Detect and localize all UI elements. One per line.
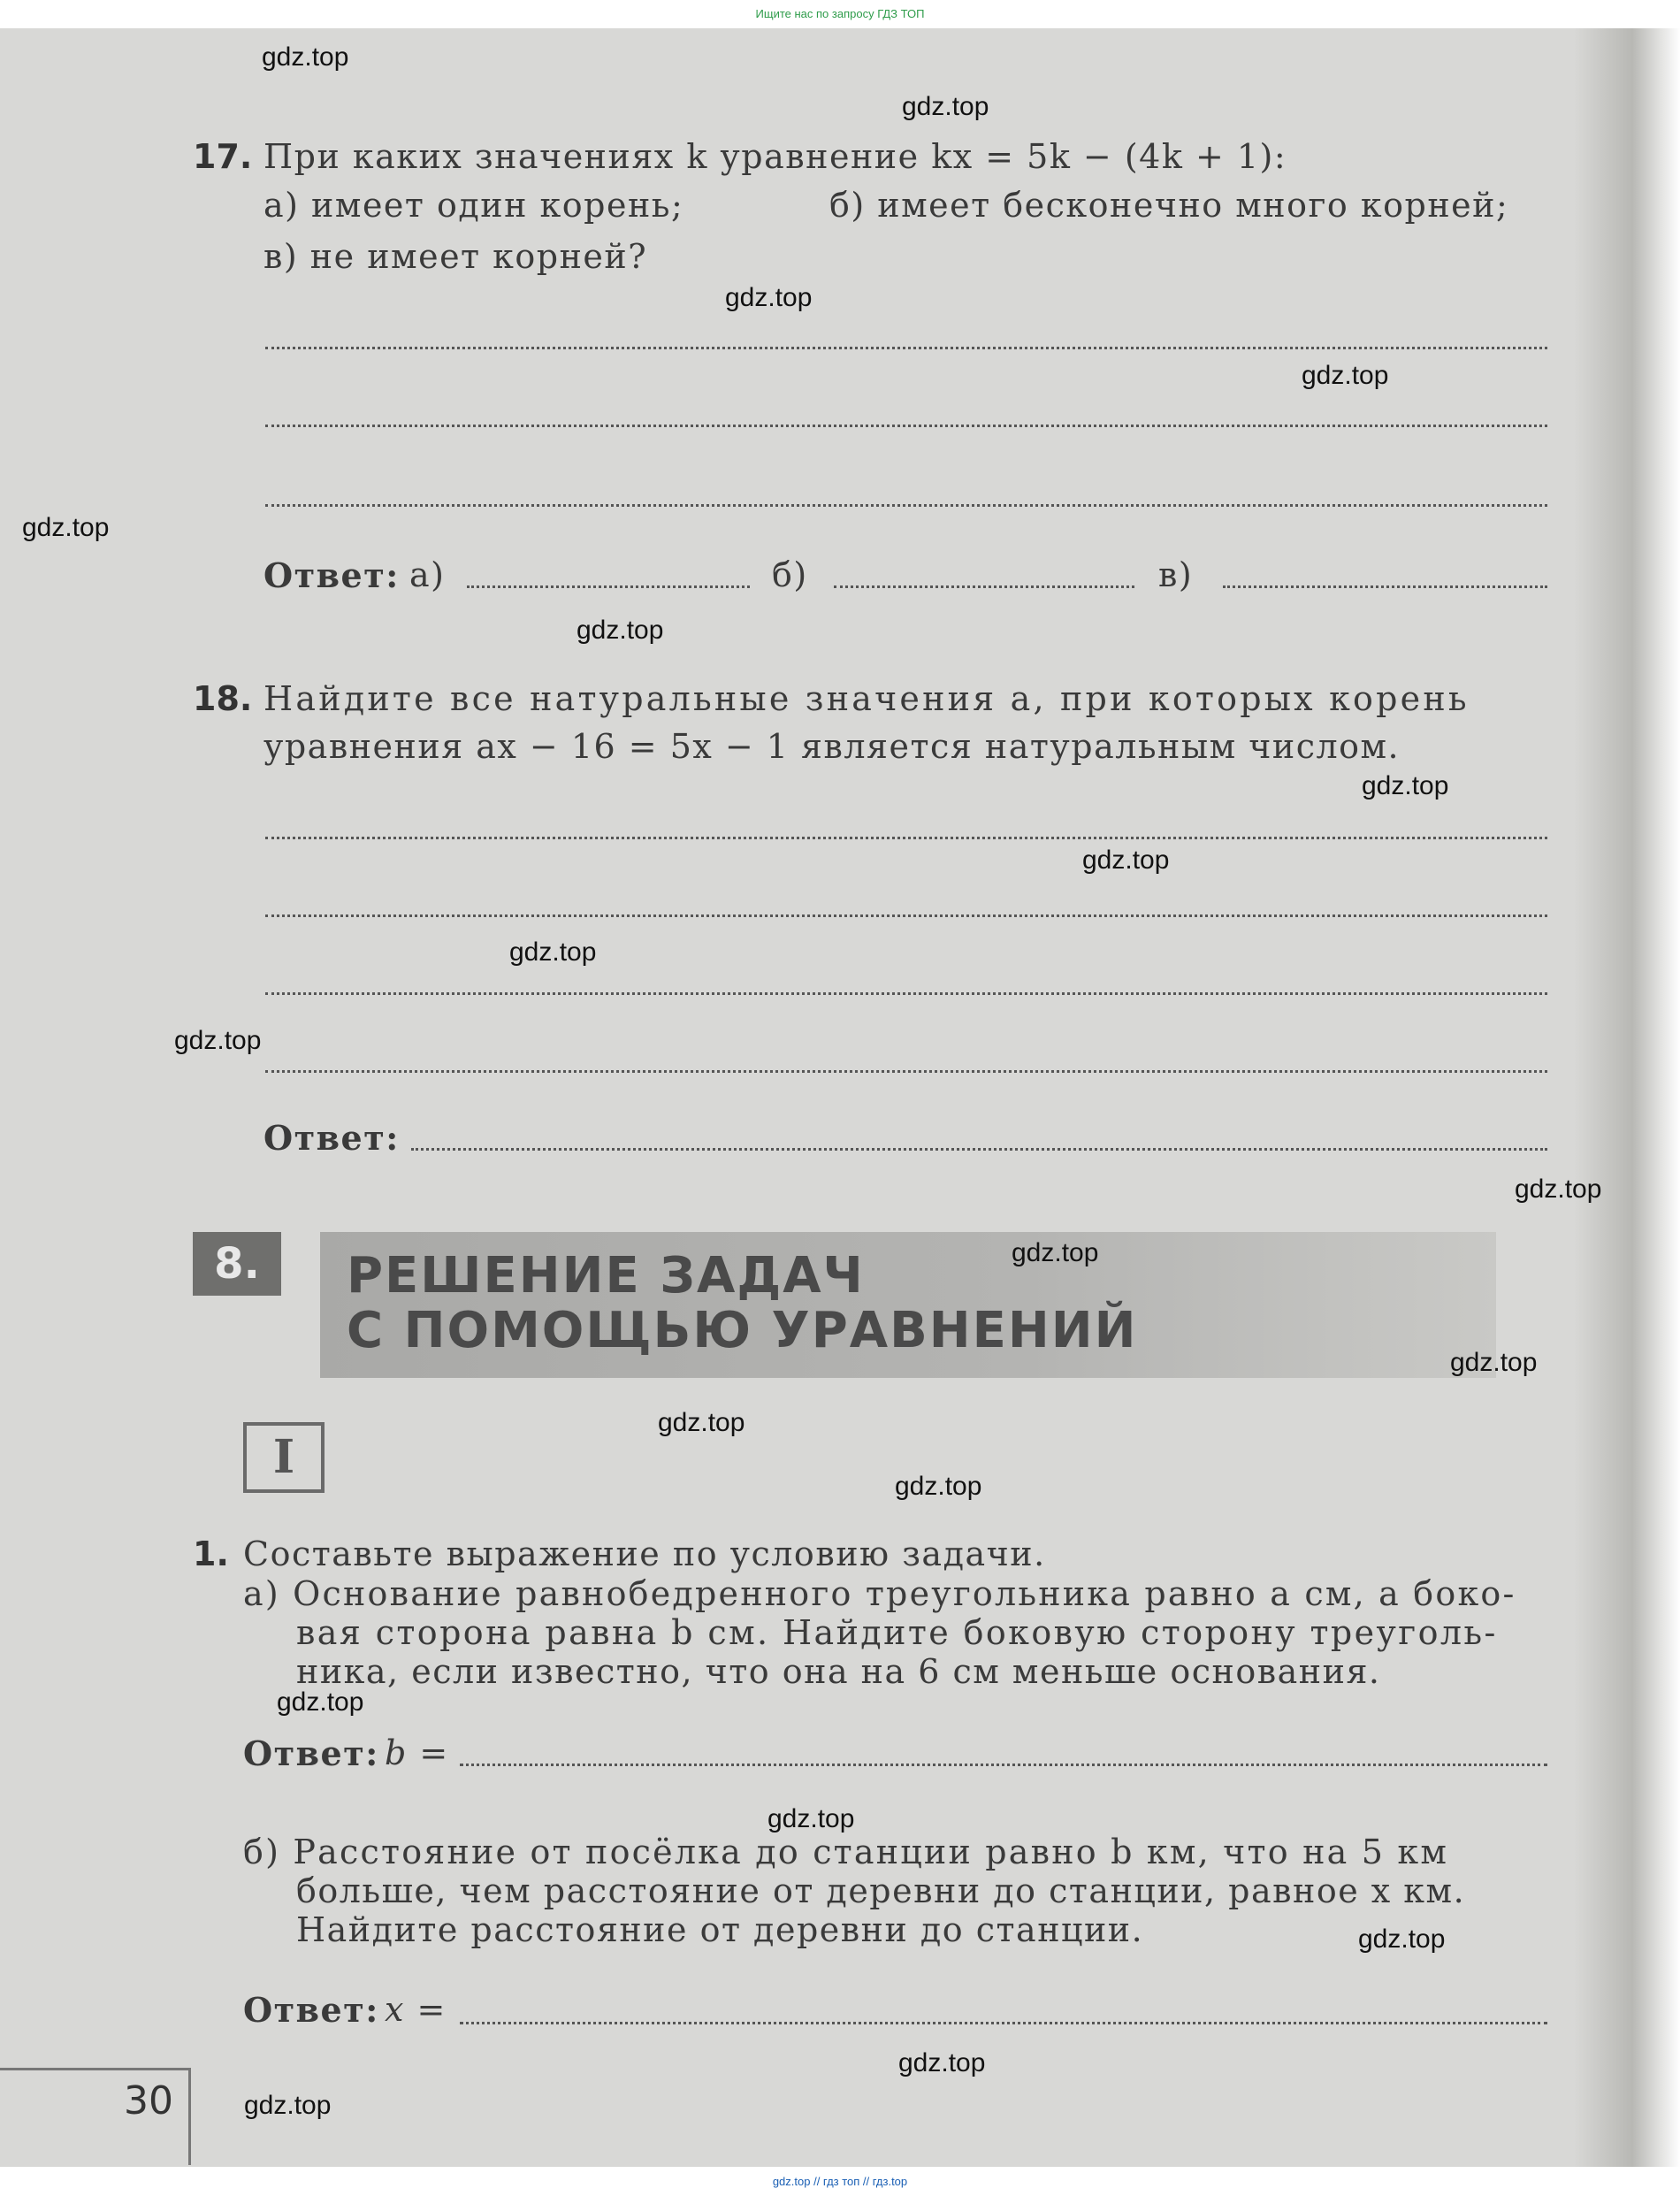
task-17-answer-b-label: б): [772, 555, 808, 594]
top-banner: [0, 0, 1680, 28]
task-17-option-b: б) имеет бесконечно много корней;: [829, 186, 1509, 225]
task-18-answer-field[interactable]: [411, 1148, 1547, 1151]
watermark: gdz.top: [1012, 1238, 1099, 1267]
page-number-rule: [0, 2068, 190, 2070]
task-1b-line-3: Найдите расстояние от деревни до станции.: [296, 1910, 1144, 1949]
task-1a-line-3: ника, если известно, что она на 6 см меньше основания.: [296, 1652, 1381, 1691]
watermark: gdz.top: [1358, 1924, 1446, 1954]
task-18-line-1: Найдите все натуральные значения a, при которых корень: [263, 679, 1470, 718]
task-1-intro: Составьте выражение по условию задачи.: [243, 1534, 1046, 1573]
page-number: 30: [124, 2078, 173, 2123]
watermark: gdz.top: [902, 92, 989, 121]
watermark: gdz.top: [577, 616, 664, 645]
task-18-number: 18.: [193, 679, 253, 718]
bottom-banner: [0, 2167, 1680, 2196]
difficulty-level-badge: I: [243, 1422, 325, 1493]
watermark: gdz.top: [725, 283, 813, 312]
answer-line[interactable]: [265, 504, 1547, 507]
watermark: gdz.top: [1362, 771, 1449, 800]
page-spine-shadow: [1574, 28, 1680, 2167]
task-1a-line-1: а) Основание равнобедренного треугольника равно a см, а боко-: [243, 1574, 1516, 1613]
task-17-number: 17.: [193, 137, 253, 176]
watermark: gdz.top: [22, 513, 110, 542]
watermark: gdz.top: [174, 1026, 262, 1055]
section-title-line-1: РЕШЕНИЕ ЗАДАЧ: [347, 1247, 865, 1305]
watermark: gdz.top: [262, 42, 349, 72]
answer-line[interactable]: [265, 992, 1547, 995]
task-17-option-c: в) не имеет корней?: [263, 237, 648, 276]
task-1b-line-2: больше, чем расстояние от деревни до станции, равное x км.: [296, 1871, 1466, 1910]
answer-line[interactable]: [265, 347, 1547, 349]
answer-c-field[interactable]: [1223, 585, 1547, 588]
watermark: gdz.top: [898, 2048, 986, 2077]
task-17-answer-label: Ответ:: [263, 555, 400, 595]
watermark: gdz.top: [1450, 1348, 1538, 1377]
answer-b-field[interactable]: [834, 585, 1134, 588]
task-1a-answer-field[interactable]: [460, 1764, 1547, 1766]
bottom-banner-text: gdz.top // гдз топ // гдз.top: [772, 2175, 908, 2188]
watermark: gdz.top: [277, 1687, 364, 1717]
task-17-option-a: а) имеет один корень;: [263, 186, 684, 225]
task-1a-line-2: вая сторона равна b см. Найдите боковую сторону треуголь-: [296, 1613, 1498, 1652]
answer-line[interactable]: [265, 1070, 1547, 1073]
answer-line[interactable]: [265, 837, 1547, 839]
watermark: gdz.top: [767, 1804, 855, 1833]
section-title-line-2: С ПОМОЩЬЮ УРАВНЕНИЙ: [347, 1302, 1138, 1359]
watermark: gdz.top: [1515, 1175, 1602, 1204]
watermark: gdz.top: [509, 937, 597, 967]
task-17-question: При каких значениях k уравнение kx = 5k − (4k + 1):: [263, 137, 1287, 176]
watermark: gdz.top: [658, 1408, 745, 1437]
task-1-number: 1.: [193, 1534, 229, 1573]
task-1a-answer-label: Ответ:: [243, 1733, 379, 1773]
task-17-answer-c-label: в): [1158, 555, 1194, 594]
task-1b-answer-field[interactable]: [460, 2022, 1547, 2024]
task-1b-line-1: б) Расстояние от посёлка до станции равно b км, что на 5 км: [243, 1833, 1449, 1871]
task-1b-answer-variable: x =: [385, 1990, 447, 2029]
task-18-answer-label: Ответ:: [263, 1118, 400, 1158]
section-number-badge: 8.: [193, 1232, 281, 1296]
page-number-rule: [188, 2068, 191, 2165]
watermark: gdz.top: [895, 1472, 982, 1501]
answer-a-field[interactable]: [467, 585, 750, 588]
task-17-answer-a-label: а): [409, 555, 446, 594]
answer-line[interactable]: [265, 425, 1547, 427]
watermark: gdz.top: [1302, 361, 1389, 390]
top-banner-text: Ищите нас по запросу ГДЗ ТОП: [755, 7, 925, 20]
task-1b-answer-label: Ответ:: [243, 1990, 379, 2030]
answer-line[interactable]: [265, 914, 1547, 917]
task-18-line-2: уравнения ax − 16 = 5x − 1 является натуральным числом.: [263, 727, 1401, 766]
watermark: gdz.top: [244, 2091, 332, 2120]
task-1a-answer-variable: b =: [385, 1733, 449, 1772]
watermark: gdz.top: [1082, 845, 1170, 875]
